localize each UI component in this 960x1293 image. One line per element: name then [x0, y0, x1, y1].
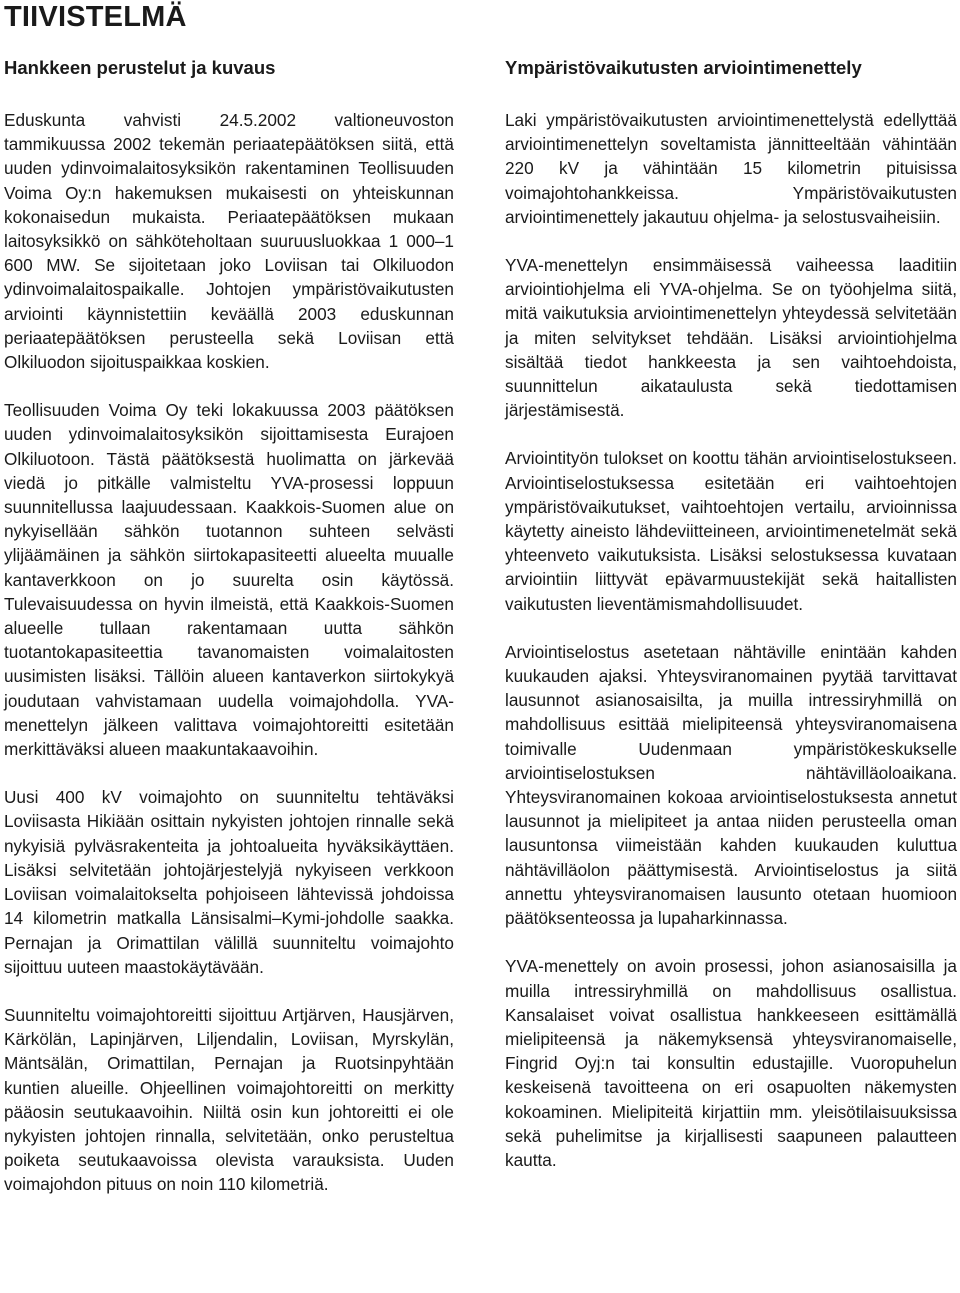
paragraph: Uusi 400 kV voimajohto on suunniteltu tehtäväksi Loviisasta Hikiään osittain nykyisten johtojen rinnalle sekä nykyisiä pylväsrakenteita ja johtoalueita hyväksikäyttäen. Lisäksi selvitetään johtojärjestelyjä nykyiseen verkkoon Loviisan voimalaitokselta pohjoiseen lähtevissä johdoissa 14 kilometrin matkalla Länsisalmi–Kymi-johdolle saakka. Pernajan ja Orimattilan välillä suunniteltu voimajohto sijoittuu uuteen maastokäytävään.: [4, 787, 454, 977]
right-column: [505, 56, 957, 1196]
paragraph: Arviointiselostus asetetaan nähtäville enintään kahden kuukauden ajaksi. Yhteysviranomainen pyytää tarvittavat lausunnot asianosaisilta, ja muilla intressiryhmillä on mahdollisuus esittää mielipiteensä yhteysviranomaisena toimivalle Uudenmaan ympäristökeskukselle arviointiselostuksen nähtävilläoloaikana. Yhteysviranomainen kokoaa arviointiselostuksesta annetut lausunnot ja mielipiteet ja antaa niiden perusteella oman lausuntonsa viimeistään kahden kuukauden kuluttua nähtävilläolon päättymisestä. Arviointiselostus ja siitä annettu yhteysviranomaisen lausunto otetaan huomioon päätöksenteossa ja lupaharkinnassa.: [505, 641, 957, 929]
paragraph: Teollisuuden Voima Oy teki lokakuussa 2003 päätöksen uuden ydinvoimalaitosyksikön sijoittamisesta Eurajoen Olkiluotoon. Tästä päätöksestä huolimatta on järkevää viedä jo pitkälle valmisteltu YVA-prosessi loppuun suunnitellussa laajuudessaan. Kaakkois-Suomen alue on nykyisellään sähkön tuotannon suhteen selvästi ylijäämäinen ja sähkön siirtokapasiteetti alueelta muualle kantaverkkoon on jo suurelta osin käytössä. Tulevaisuudessa on hyvin ilmeistä, että Kaakkois-Suomen alueelle tullaan rakentamaan uutta sähkön tuotantokapasiteettia tavanomaisten voimalaitosten uusimisten lisäksi. Tällöin alueen kantaverkon siirtokykyä joudutaan vahvistamaan uudella voimajohdolla. YVA-menettelyn jälkeen valittava voimajohtoreitti esitetään merkittäväksi alueen maakuntakaavoihin.: [4, 400, 454, 760]
page-title: TIIVISTELMÄ: [4, 1, 187, 33]
paragraph: Laki ympäristövaikutusten arviointimenettelystä edellyttää arviointimenettelyn soveltamista jännitteeltään vähintään 220 kV ja vähintään 15 kilometrin pituisissa voimajohtohankkeissa. Ympäristövaikutusten arviointimenettely jakautuu ohjelma- ja selostusvaiheisiin.: [505, 110, 957, 227]
paragraph: YVA-menettelyn ensimmäisessä vaiheessa laaditiin arviointiohjelma eli YVA-ohjelma. Se on työohjelma siitä, mitä vaikutuksia arviointimenettelyn yhteydessä selvitetään ja miten selvitykset tehdään. Lisäksi arviointiohjelma sisältää tiedot hankkeesta ja sen vaihtoehdoista, suunnittelun aikataulusta sekä tiedottamisen järjestämisestä.: [505, 255, 957, 421]
section-heading-project: Hankkeen perustelut ja kuvaus: [4, 57, 276, 78]
section-heading-assessment: Ympäristövaikutusten arviointimenettely: [505, 57, 862, 78]
left-column: [4, 56, 454, 1221]
paragraph: YVA-menettely on avoin prosessi, johon asianosaisilla ja muilla intressiryhmillä on mahdollisuus osallistua. Kansalaiset voivat osallistua hankkeeseen esittämällä mielipiteensä ja näkemyksensä yhteysviranomaiselle, Fingrid Oyj:n tai konsultin edustajille. Vuoropuhelun keskeisenä tavoitteena on eri osapuolten näkemysten kokoaminen. Mielipiteitä kirjattiin mm. yleisötilaisuuksissa sekä puhelimitse ja kirjallisesti saapuneen palautteen kautta.: [505, 956, 957, 1170]
paragraph: Eduskunta vahvisti 24.5.2002 valtioneuvoston tammikuussa 2002 tekemän periaatepäätöksen siitä, että uuden ydinvoimalaitosyksikön rakentaminen Teollisuuden Voima Oy:n hakemuksen mukaisesti on yhteiskunnan kokonaisedun mukaista. Periaatepäätöksen mukaan laitosyksikkö on sähköteholtaan suuruusluokkaa 1 000–1 600 MW. Se sijoitetaan joko Loviisan tai Olkiluodon ydinvoimalaitospaikalle. Johtojen ympäristövaikutusten arviointi käynnistettiin keväällä 2003 eduskunnan periaatepäätöksen perusteella sekä Loviisan että Olkiluodon sijoituspaikkaa koskien.: [4, 110, 454, 373]
paragraph: Arviointityön tulokset on koottu tähän arviointiselostukseen. Arviointiselostuksessa esitetään eri vaihtoehtojen ympäristövaikutukset, vaihtoehtojen vertailu, arvioinnissa käytetty aineisto lähdeviitteineen, arviointimenetelmät sekä yhteenveto vaikutuksista. Lisäksi selostuksessa kuvataan arviointiin liittyvät epävarmuustekijät sekä haitallisten vaikutusten lieventämismahdollisuudet.: [505, 448, 957, 614]
paragraph: Suunniteltu voimajohtoreitti sijoittuu Artjärven, Hausjärven, Kärkölän, Lapinjärven, Liljendalin, Loviisan, Myrskylän, Mäntsälän, Orimattilan, Pernajan ja Ruotsinpyhtään kuntien alueille. Ohjeellinen voimajohtoreitti on merkitty pääosin seutukaavoihin. Niiltä osin kun johtoreitti ei ole nykyisten johtojen rinnalla, selvitetään, onko perusteltua poiketa seutukaavoissa olevista varauksista. Uuden voimajohdon pituus on noin 110 kilometriä.: [4, 1004, 454, 1195]
